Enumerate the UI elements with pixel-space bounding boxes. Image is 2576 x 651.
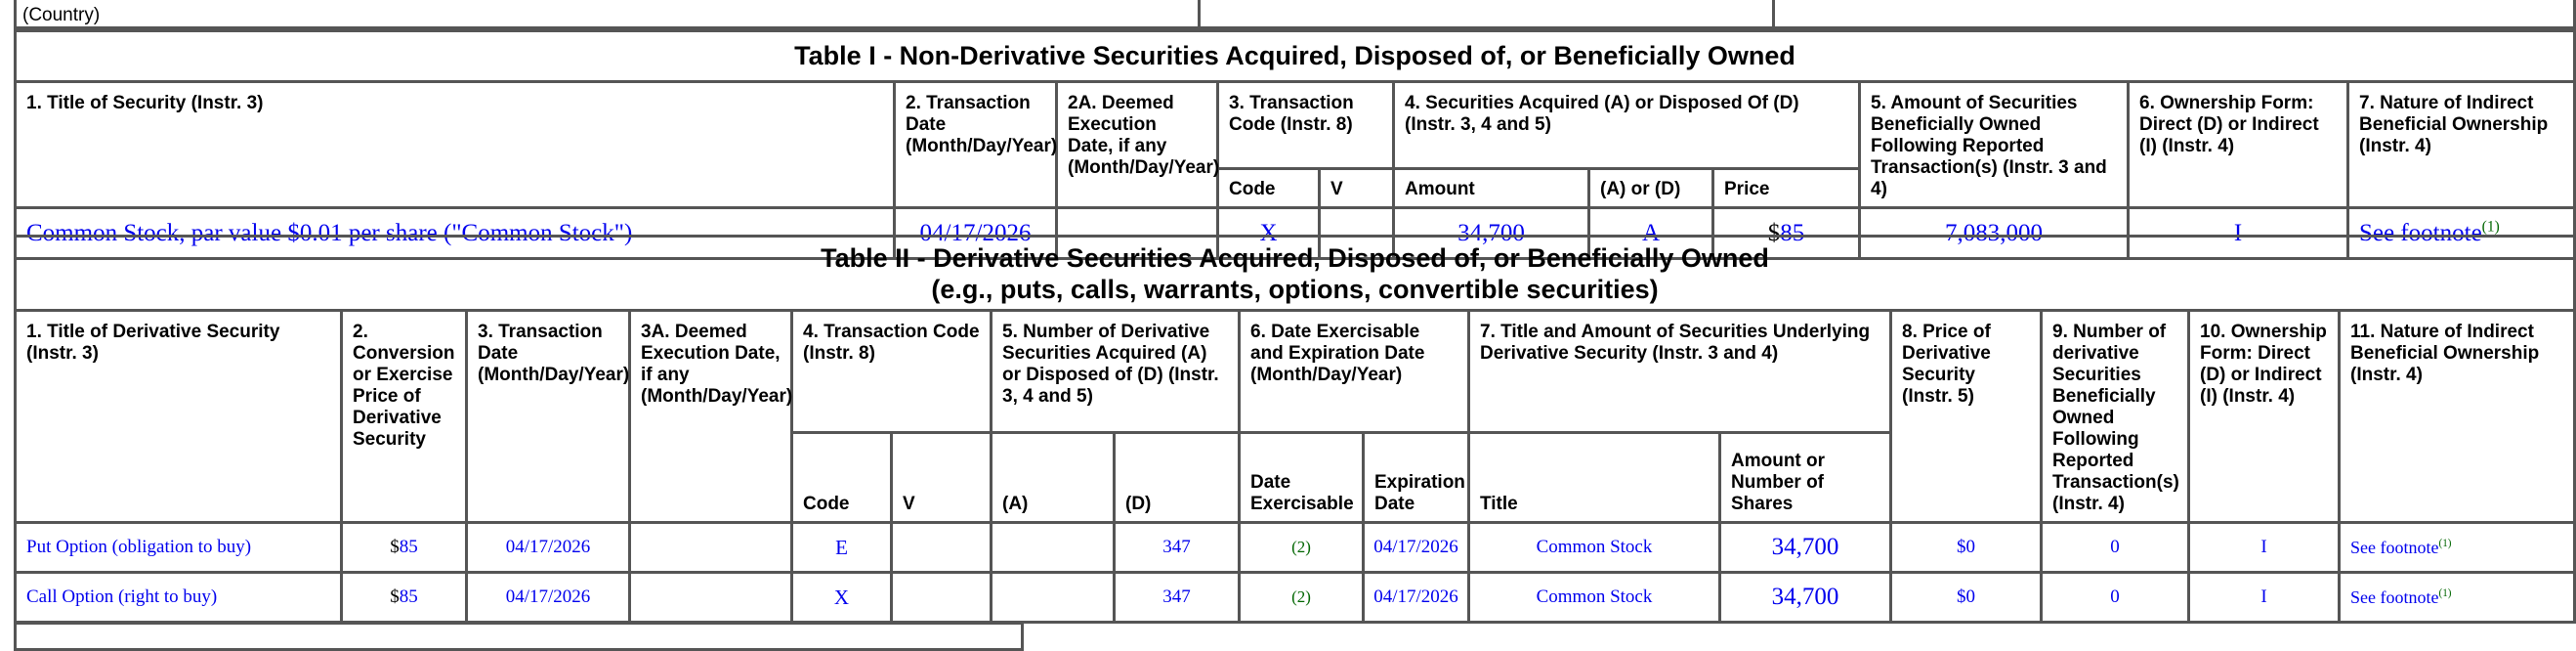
price-currency-symbol: $ <box>1767 219 1781 246</box>
footnote-link[interactable]: See footnote <box>2350 586 2439 607</box>
address-blank-cell <box>1200 0 1774 27</box>
t1-amount-owned-header: 5. Amount of Securities Beneficially Owned Following Reported Transaction(s) (Instr. 3 and 4) <box>1860 82 2129 208</box>
country-label: (Country) <box>22 4 101 25</box>
t1-trans-code-header: 3. Transaction Code (Instr. 8) <box>1218 82 1394 169</box>
t2-row-conversion <box>342 523 467 573</box>
t2-row-code: E <box>792 523 892 573</box>
table-two <box>14 235 2576 624</box>
t2-row-price: $0 <box>1891 573 2042 623</box>
t1-row-code: X <box>1218 208 1320 259</box>
t2-row-form: I <box>2189 523 2340 573</box>
t1-deemed-date-header: 2A. Deemed Execution Date, if any (Month/Day/Year) <box>1057 82 1218 208</box>
t1-price-subheader: Price <box>1713 169 1860 208</box>
t2-date-exercisable-subheader: Date Exercisable <box>1240 433 1364 523</box>
t2-row-u-title: Common Stock <box>1469 523 1720 573</box>
t2-row-d: 347 <box>1115 573 1240 623</box>
t2-trans-code-header: 4. Transaction Code (Instr. 8) <box>792 311 992 433</box>
t1-a-or-d-subheader: (A) or (D) <box>1589 169 1713 208</box>
t2-u-title-subheader: Title <box>1469 433 1720 523</box>
table-row <box>16 573 2575 623</box>
t2-num-owned-header: 9. Number of derivative Securities Beneficially Owned Following Reported Transaction(s) (Instr. 4) <box>2042 311 2189 523</box>
t2-row-form: I <box>2189 573 2340 623</box>
t2-conversion-header: 2. Conversion or Exercise Price of Derivative Security <box>342 311 467 523</box>
t1-ownership-form-header: 6. Ownership Form: Direct (D) or Indirect (I) (Instr. 4) <box>2129 82 2348 208</box>
t2-row-v <box>892 573 992 623</box>
t2-row-exercisable: (2) <box>1240 523 1364 573</box>
footnote-ref[interactable]: (1) <box>2481 218 2500 236</box>
t1-v-subheader: V <box>1320 169 1394 208</box>
t2-row-code: X <box>792 573 892 623</box>
t2-row-a <box>992 573 1115 623</box>
t2-v-subheader: V <box>892 433 992 523</box>
t2-row-exercisable: (2) <box>1240 573 1364 623</box>
t2-deemed-date-header: 3A. Deemed Execution Date, if any (Month/Day/Year) <box>630 311 792 523</box>
t1-row-form: I <box>2129 208 2348 259</box>
t2-row-owned: 0 <box>2042 573 2189 623</box>
t2-trans-date-header: 3. Transaction Date (Month/Day/Year) <box>467 311 630 523</box>
t2-row-expiration: 04/17/2026 <box>1364 523 1469 573</box>
country-cell <box>16 0 1200 27</box>
t2-row-nature[interactable] <box>2340 573 2575 623</box>
footnote-ref[interactable]: (1) <box>2438 586 2452 599</box>
t2-row-title: Put Option (obligation to buy) <box>16 523 342 573</box>
t2-row-date: 04/17/2026 <box>467 573 630 623</box>
conv-value: 85 <box>399 537 418 557</box>
t1-nature-header: 7. Nature of Indirect Beneficial Ownership (Instr. 4) <box>2348 82 2575 208</box>
t1-row-title: Common Stock, par value $0.01 per share ("Common Stock") <box>16 208 895 259</box>
conv-currency-symbol: $ <box>390 586 400 607</box>
address-blank-cell-2 <box>1774 0 2575 27</box>
footnote-link[interactable]: See footnote <box>2359 219 2482 246</box>
t2-underlying-header: 7. Title and Amount of Securities Underlying Derivative Security (Instr. 3 and 4) <box>1469 311 1891 433</box>
t1-row-a-or-d: A <box>1589 208 1713 259</box>
t2-row-nature[interactable] <box>2340 523 2575 573</box>
conv-value: 85 <box>399 586 418 607</box>
t2-row-u-amount: 34,700 <box>1720 573 1891 623</box>
footnote-link[interactable]: See footnote <box>2350 537 2439 557</box>
t2-num-derivative-header: 5. Number of Derivative Securities Acquired (A) or Disposed of (D) (Instr. 3, 4 and 5) <box>992 311 1240 433</box>
t2-row-u-amount: 34,700 <box>1720 523 1891 573</box>
t2-u-amount-subheader: Amount or Number of Shares <box>1720 433 1891 523</box>
t2-row-expiration: 04/17/2026 <box>1364 573 1469 623</box>
table-row <box>16 523 2575 573</box>
t2-row-owned: 0 <box>2042 523 2189 573</box>
t2-nature-header: 11. Nature of Indirect Beneficial Ownership (Instr. 4) <box>2340 311 2575 523</box>
t1-row-owned: 7,083,000 <box>1860 208 2129 259</box>
t2-row-deemed <box>630 523 792 573</box>
address-table <box>14 0 2576 29</box>
t1-acquired-header: 4. Securities Acquired (A) or Disposed Of (D) (Instr. 3, 4 and 5) <box>1394 82 1860 169</box>
conv-currency-symbol: $ <box>390 537 400 557</box>
t2-row-u-title: Common Stock <box>1469 573 1720 623</box>
explanation-box-edge <box>14 622 1024 651</box>
t2-a-subheader: (A) <box>992 433 1115 523</box>
t2-ownership-form-header: 10. Ownership Form: Direct (D) or Indirect (I) (Instr. 4) <box>2189 311 2340 523</box>
t2-row-v <box>892 523 992 573</box>
footnote-ref[interactable]: (1) <box>2438 537 2452 549</box>
t1-code-subheader: Code <box>1218 169 1320 208</box>
t2-row-conversion <box>342 573 467 623</box>
t2-row-title: Call Option (right to buy) <box>16 573 342 623</box>
t2-row-date: 04/17/2026 <box>467 523 630 573</box>
t2-row-a <box>992 523 1115 573</box>
t2-title-header: 1. Title of Derivative Security (Instr. 3) <box>16 311 342 523</box>
t1-amount-subheader: Amount <box>1394 169 1589 208</box>
table-one-caption: Table I - Non-Derivative Securities Acquired, Disposed of, or Beneficially Owned <box>16 31 2575 82</box>
t2-code-subheader: Code <box>792 433 892 523</box>
t2-row-d: 347 <box>1115 523 1240 573</box>
t1-row-date: 04/17/2026 <box>895 208 1057 259</box>
t2-d-subheader: (D) <box>1115 433 1240 523</box>
table-two-caption: Table II - Derivative Securities Acquired, Disposed of, or Beneficially Owned (e.g., puts, calls, warrants, options, convertible securities) <box>16 237 2575 311</box>
t2-exercisable-header: 6. Date Exercisable and Expiration Date (Month/Day/Year) <box>1240 311 1469 433</box>
t2-price-header: 8. Price of Derivative Security (Instr. 5) <box>1891 311 2042 523</box>
t2-row-deemed <box>630 573 792 623</box>
t2-row-price: $0 <box>1891 523 2042 573</box>
t2-expiration-subheader: Expiration Date <box>1364 433 1469 523</box>
t1-title-header: 1. Title of Security (Instr. 3) <box>16 82 895 208</box>
price-value: 85 <box>1780 219 1805 246</box>
t1-trans-date-header: 2. Transaction Date (Month/Day/Year) <box>895 82 1057 208</box>
t1-row-amount: 34,700 <box>1394 208 1589 259</box>
table-one <box>14 29 2576 260</box>
